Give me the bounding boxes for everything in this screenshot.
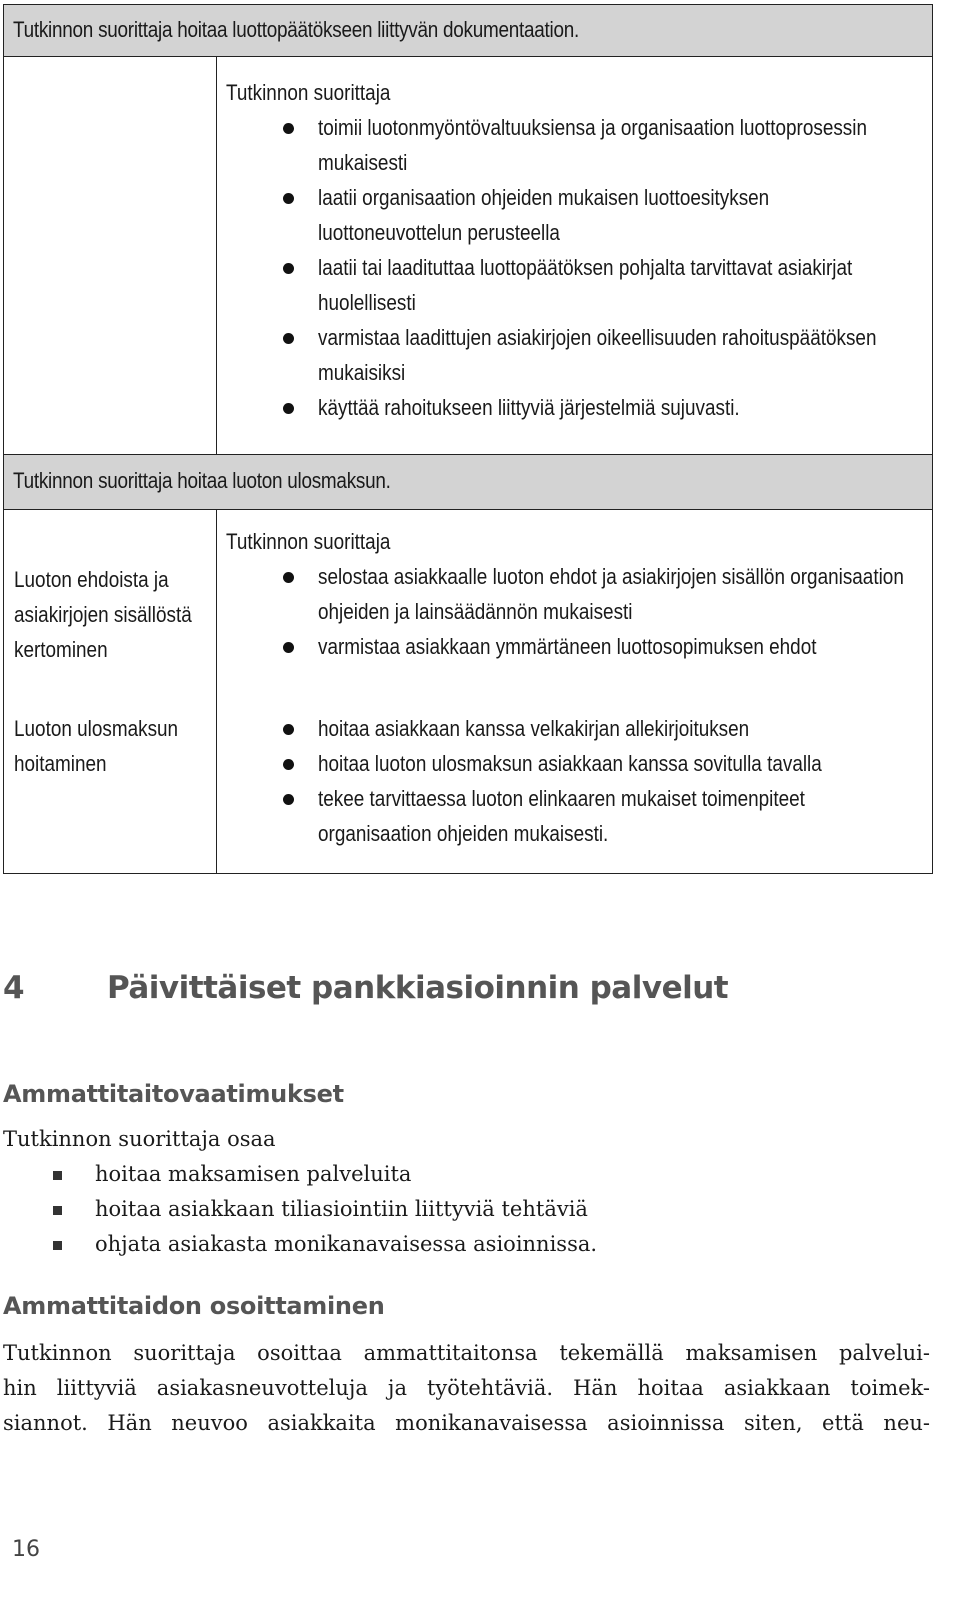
bullet-icon [283, 759, 294, 770]
row2-label: Luoton ulosmaksun hoitaminen [14, 716, 179, 776]
section2-header [4, 454, 932, 510]
list-item: laatii organisaation ohjeiden mukaisen luottoesityksen luottoneuvottelun perusteella [226, 180, 926, 250]
chapter-title: Päivittäiset pankkiasioinnin palvelut [107, 970, 729, 1006]
bullet-icon [283, 263, 294, 274]
list-item: tekee tarvittaessa luoton elinkaaren mukaiset toimenpiteet organisaation ohjeiden mukaisesti. [226, 781, 926, 851]
row1-list [226, 559, 926, 664]
chapter-number: 4 [3, 970, 25, 1006]
demonstration-paragraph [3, 1336, 930, 1441]
square-bullet-icon [53, 1241, 62, 1250]
row1-lead: Tutkinnon suorittaja [226, 529, 391, 554]
demonstration-heading: Ammattitaidon osoittaminen [3, 1292, 385, 1320]
column-divider [216, 57, 217, 454]
row2-list [226, 711, 926, 851]
requirements-heading: Ammattitaitovaatimukset [3, 1080, 344, 1108]
row1-label: Luoton ehdoista ja asiakirjojen sisällöstä kertominen [14, 567, 192, 662]
bullet-icon [283, 794, 294, 805]
list-item: hoitaa asiakkaan kanssa velkakirjan allekirjoituksen [226, 711, 926, 746]
requirements-intro: Tutkinnon suorittaja osaa [3, 1127, 276, 1151]
bullet-icon [283, 333, 294, 344]
paragraph-line: hin liittyviä asiakasneuvotteluja ja työtehtäviä. Hän hoitaa asiakkaan toimek- [3, 1376, 930, 1400]
page-number: 16 [12, 1537, 40, 1562]
square-bullet-icon [53, 1171, 62, 1180]
list-item: toimii luotonmyöntövaltuuksiensa ja organisaation luottoprosessin mukaisesti [226, 110, 926, 180]
section1-list [226, 110, 926, 425]
list-item: laatii tai laadituttaa luottopäätöksen pohjalta tarvittavat asiakirjat huolellisesti [226, 250, 926, 320]
list-item: varmistaa asiakkaan ymmärtäneen luottosopimuksen ehdot [226, 629, 926, 664]
section2-header-text: Tutkinnon suorittaja hoitaa luoton ulosmaksun. [13, 468, 391, 493]
bullet-icon [283, 123, 294, 134]
section1-header [4, 5, 932, 57]
section1-header-text: Tutkinnon suorittaja hoitaa luottopäätökseen liittyvän dokumentaation. [13, 17, 580, 42]
list-item: ohjata asiakasta monikanavaisessa asioinnissa. [3, 1227, 597, 1262]
list-item: selostaa asiakkaalle luoton ehdot ja asiakirjojen sisällön organisaation ohjeiden ja lainsäädännön mukaisesti [226, 559, 926, 629]
requirements-list [3, 1157, 597, 1262]
bullet-icon [283, 403, 294, 414]
list-item: hoitaa asiakkaan tiliasiointiin liittyviä tehtäviä [3, 1192, 597, 1227]
square-bullet-icon [53, 1206, 62, 1215]
list-item: käyttää rahoitukseen liittyviä järjestelmiä sujuvasti. [226, 390, 926, 425]
paragraph-line: siannot. Hän neuvoo asiakkaita monikanavaisessa asioinnissa siten, että neu- [3, 1411, 930, 1435]
bullet-icon [283, 724, 294, 735]
competence-table [3, 4, 933, 874]
bullet-icon [283, 572, 294, 583]
chapter-heading [3, 970, 728, 1006]
list-item: hoitaa maksamisen palveluita [3, 1157, 597, 1192]
section1-lead: Tutkinnon suorittaja [226, 80, 391, 105]
paragraph-line: Tutkinnon suorittaja osoittaa ammattitaitonsa tekemällä maksamisen palvelui- [3, 1341, 930, 1365]
list-item: hoitaa luoton ulosmaksun asiakkaan kanssa sovitulla tavalla [226, 746, 926, 781]
bullet-icon [283, 193, 294, 204]
bullet-icon [283, 642, 294, 653]
list-item: varmistaa laadittujen asiakirjojen oikeellisuuden rahoituspäätöksen mukaisiksi [226, 320, 926, 390]
